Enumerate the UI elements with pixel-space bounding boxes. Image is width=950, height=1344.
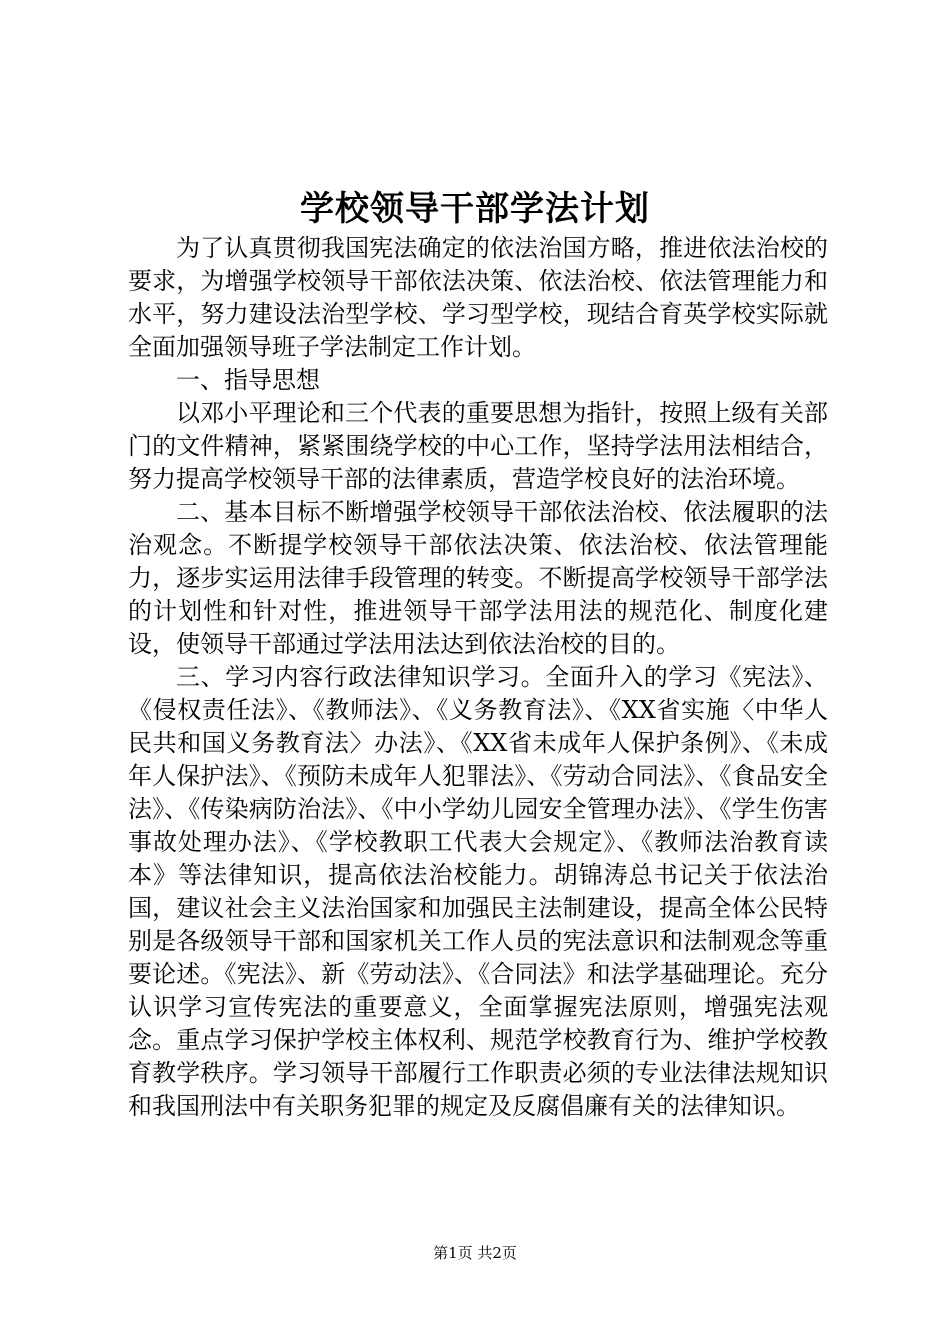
document-title: 学校领导干部学法计划 — [300, 189, 650, 229]
document-body — [128, 232, 828, 1123]
guiding-thought-paragraph: 以邓小平理论和三个代表的重要思想为指针，按照上级有关部门的文件精神，紧紧围绕学校的中心工作，坚持学法用法相结合，努力提高学校领导干部的法律素质，营造学校良好的法治环境。 — [128, 399, 828, 493]
study-content-paragraph: 三、学习内容行政法律知识学习。全面升入的学习《宪法》、《侵权责任法》、《教师法》、《义务教育法》、《XX省实施〈中华人民共和国义务教育法〉办法》、《XX省未成年人保护条例》、《未成年人保护法》、《预防未成年人犯罪法》、《劳动合同法》、《食品安全法》、《传染病防治法》、《中小学幼儿园安全管理办法》、《学生伤害事故处理办法》、《学校教职工代表大会规定》、《教师法治教育读本》等法律知识，提高依法治校能力。胡锦涛总书记关于依法治国，建议社会主义法治国家和加强民主法制建设，提高全体公民特别是各级领导干部和国家机关工作人员的宪法意识和法制观念等重要论述。《宪法》、新《劳动法》、《合同法》和法学基础理论。充分认识学习宣传宪法的重要意义，全面掌握宪法原则，增强宪法观念。重点学习保护学校主体权利、规范学校教育行为、维护学校教育教学秩序。学习领导干部履行工作职责必须的专业法律法规知识和我国刑法中有关职务犯罪的规定及反腐倡廉有关的法律知识。 — [128, 663, 828, 1120]
section-heading-guiding-thought: 一、指导思想 — [176, 366, 320, 394]
basic-goals-paragraph: 二、基本目标不断增强学校领导干部依法治校、依法履职的法治观念。不断提学校领导干部依法决策、依法治校、依法管理能力，逐步实运用法律手段管理的转变。不断提高学校领导干部学法的计划性和针对性，推进领导干部学法用法的规范化、制度化建设，使领导干部通过学法用法达到依法治校的目的。 — [128, 498, 828, 658]
page-footer: 第1页 共2页 — [433, 1244, 517, 1262]
intro-paragraph: 为了认真贯彻我国宪法确定的依法治国方略，推进依法治校的要求，为增强学校领导干部依法决策、依法治校、依法管理能力和水平，努力建设法治型学校、学习型学校，现结合育英学校实际就全面加强领导班子学法制定工作计划。 — [128, 234, 828, 361]
